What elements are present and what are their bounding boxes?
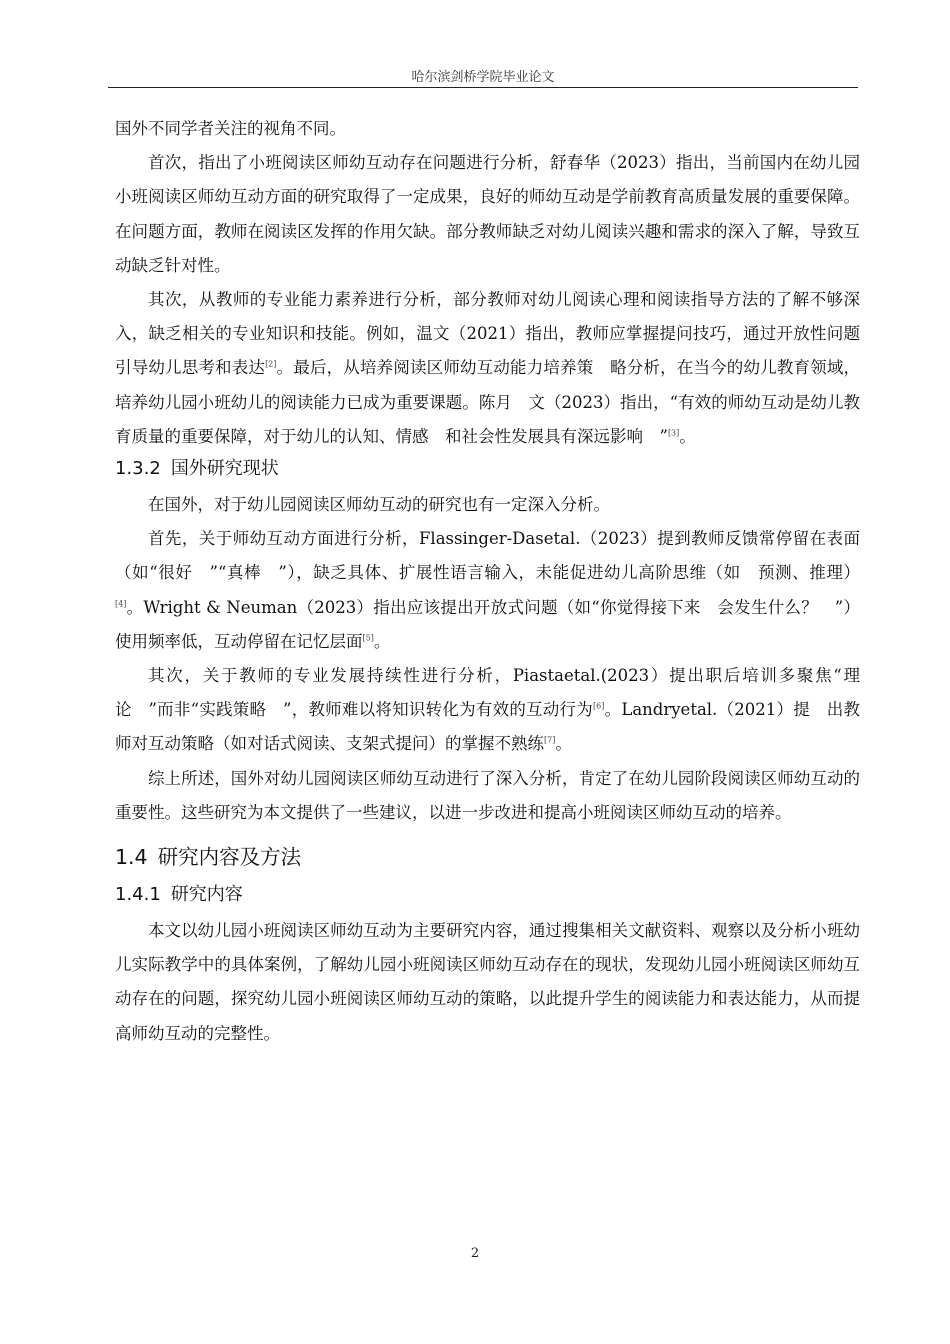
paragraph (115, 659, 877, 762)
citation: [6] (593, 701, 605, 711)
heading-text: 研究内容 (170, 884, 243, 906)
heading-number: 1.3.2 (115, 458, 161, 480)
paragraph-text: 首先，关于师幼互动方面进行分析，Flassinger-Dasetal.（2023）提到教师反馈常停留在表面（如“很好 ”“真棒 ”），缺乏具体、扩展性语言输入，未能促进幼儿高阶思维（如 预测、推理） (115, 529, 860, 583)
paragraph-text: 。Landryetal.（2021）提 出教师对互动策略（如对话式阅读、支架式提问）的掌握不熟练 (115, 700, 860, 754)
paragraph: 本文以幼儿园小班阅读区师幼互动为主要研究内容，通过搜集相关文献资料、观察以及分析小班幼儿实际教学中的具体案例，了解幼儿园小班阅读区师幼互动存在的现状，发现幼儿园小班阅读区师幼互动存在的问题，探究幼儿园小班阅读区师幼互动的策略，以此提升学生的阅读能力和表达能力，从而提高师幼互动的完整性。 (115, 921, 860, 1043)
paragraph-text: 。 (555, 734, 572, 754)
paragraph-text: 其次，关于教师的专业发展持续性进行分析，Piastaetal.(2023）提出职后培训多聚焦“理 论 ”而非“实践策略 ”，教师难以将知识转化为有效的互动行为 (115, 666, 877, 720)
section-heading (115, 454, 860, 484)
heading-number: 1.4.1 (115, 884, 161, 906)
paragraph (115, 283, 860, 454)
heading-text: 研究内容及方法 (157, 845, 302, 870)
paragraph-text: 其次，从教师的专业能力素养进行分析，部分教师对幼儿阅读心理和阅读指导方法的了解不够深入，缺乏相关的专业知识和技能。例如，温文（2021）指出，教师应掌握提问技巧，通过开放性问题引导幼儿思考和表达 (115, 290, 860, 378)
page-body (115, 112, 877, 1051)
citation: [2] (265, 359, 277, 369)
heading-number: 1.4 (115, 845, 148, 870)
paragraph (115, 522, 860, 659)
citation: [3] (667, 428, 680, 438)
page-header: 哈尔滨剑桥学院毕业论文 (411, 70, 555, 85)
paragraph: 首次，指出了小班阅读区师幼互动存在问题进行分析，舒春华（2023）指出，当前国内在幼儿园小班阅读区师幼互动方面的研究取得了一定成果，良好的师幼互动是学前教育高质量发展的重要保障。在问题方面，教师在阅读区发挥的作用欠缺。部分教师缺乏对幼儿阅读兴趣和需求的深入了解，导致互动缺乏针对性。 (115, 153, 860, 275)
citation: [7] (544, 735, 556, 745)
section-heading (115, 880, 860, 910)
heading-text: 国外研究现状 (170, 458, 279, 480)
paragraph: 在国外，对于幼儿园阅读区师幼互动的研究也有一定深入分析。 (148, 495, 610, 515)
paragraph: 综上所述，国外对幼儿园阅读区师幼互动进行了深入分析，肯定了在幼儿园阶段阅读区师幼互动的重要性。这些研究为本文提供了一些建议，以进一步改进和提高小班阅读区师幼互动的培养。 (115, 768, 860, 822)
header-rule (108, 87, 858, 88)
paragraph-text: 。 (373, 631, 391, 651)
citation: [5] (362, 633, 374, 643)
paragraph-text: 。Wright & Neuman（2023）指出应该提出开放式问题（如“你觉得接下来 会发生什么？ ”）使用频率低，互动停留在记忆层面 (115, 597, 860, 651)
chapter-heading (115, 842, 860, 872)
paragraph-text: 。 (679, 426, 696, 446)
paragraph-text: 。最后，从培养阅读区师幼互动能力培养策 略分析，在当今的幼儿教育领域，培养幼儿园小班幼儿的阅读能力已成为重要课题。陈月 文（2023）指出，“有效的师幼互动是幼儿教育质量的重要保障，对于幼儿的认知、情感 和社会性发展具有深远影响 ” (115, 358, 861, 446)
paragraph: 国外不同学者关注的视角不同。 (115, 119, 346, 138)
page-number: 2 (470, 1246, 480, 1261)
citation: [4] (115, 599, 127, 609)
